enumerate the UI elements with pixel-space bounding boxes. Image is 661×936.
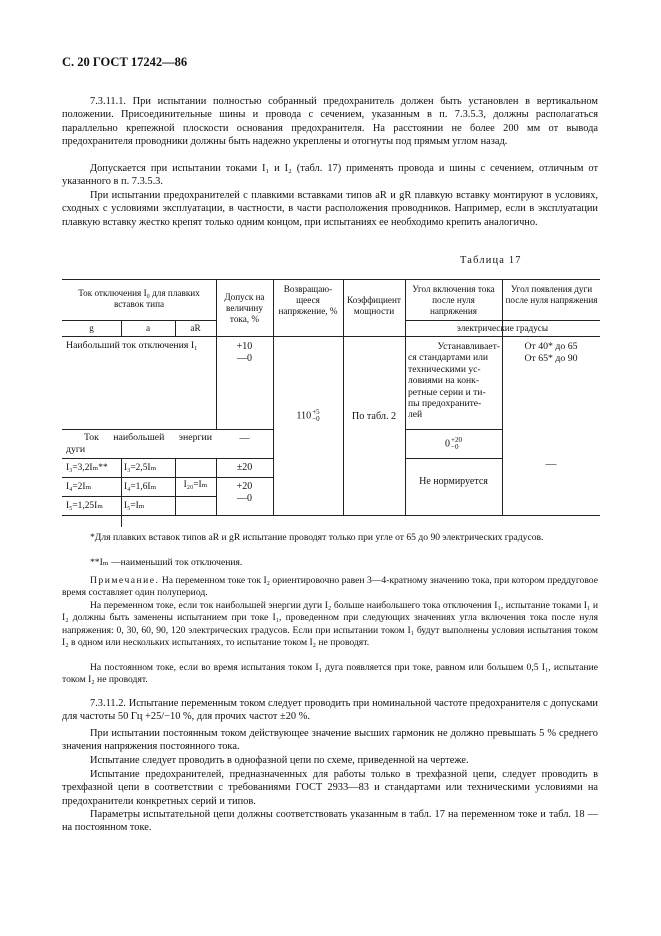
paragraph-circuit-parameters: Параметры испытательной цепи должны соответствовать указанным в табл. 17 на переменном токе и табл. 18 — на постоянном токе. xyxy=(62,809,598,834)
paragraph-7-3-11-2: 7.3.11.2. Испытание переменным током следует проводить при номинальной частоте предохранителя с допусками для частоты 50 Гц +25/−10 %, для прочих частот ±20 %. xyxy=(62,698,598,723)
paragraph-conductors: Допускается при испытании токами I₁ и I₂ (табл. 17) применять провода и шины с сечением, отличным от указанного в п. 7.3.5.3. xyxy=(62,163,598,188)
row2-tolerance: — xyxy=(239,433,250,444)
row3-tolerance: ±20 xyxy=(236,462,253,473)
paragraph-ar-gr-mounting: При испытании предохранителей с плавкими вставками типов aR и gR плавкую вставку монтируют в условиях, сходных с условиями эксплуатации, в частности, в части расположения проводников. Например, если в эксплуатации плавкую вставку жестко крепят только одним концом, при испытаниях ее необходимо крепить аналогично. xyxy=(62,190,598,228)
row5-type-a: I₅=Iₘ xyxy=(124,501,145,511)
table-caption: Таблица 17 xyxy=(460,255,522,266)
row1-tolerance-plus: +10 xyxy=(236,341,253,352)
power-factor-value: По табл. 2 xyxy=(351,411,397,422)
recovery-voltage-value: 110+5 −0 xyxy=(296,408,320,423)
row5-type-g: I₅=1,25Iₘ xyxy=(66,501,103,511)
row1-arcing-angle-a: От 40* до 65 xyxy=(524,341,578,352)
header-current-tolerance: Допуск на величину тока, % xyxy=(224,292,265,324)
row1-arcing-angle-b: От 65* до 90 xyxy=(524,353,578,364)
header-type-g: g xyxy=(89,323,94,333)
row4-tolerance-plus: +20 xyxy=(236,481,253,492)
row2-making-angle: 0+20 −0 xyxy=(445,436,462,451)
header-type-ar: aR xyxy=(190,323,201,333)
paragraph-single-phase: Испытание следует проводить в однофазной цепи по схеме, приведенной на чертеже. xyxy=(90,755,469,766)
rows-3-5-making-angle: Не нормируется xyxy=(419,476,488,487)
paragraph-dc-harmonics: При испытании постоянным током действующее значение высших гармоник не должно превышать 5 % среднего значения напряжения постоянного тока. xyxy=(62,728,598,753)
header-breaking-current: Ток отключения I₀ для плавких вставок типа xyxy=(78,288,200,309)
rows-3-5-arcing-angle: — xyxy=(545,458,557,470)
page-header: С. 20 ГОСТ 17242—86 xyxy=(62,55,188,69)
row4-tolerance-minus: —0 xyxy=(237,493,252,504)
row4-type-ar: I₂₀=Iₘ xyxy=(183,480,208,490)
header-recovery-voltage: Возвращаю-щееся напряжение, % xyxy=(278,284,338,316)
footnote-2: **Iₘ —наименьший ток отключения. xyxy=(90,557,243,568)
row1-tolerance-minus: —0 xyxy=(237,353,252,364)
row1-label: Наибольший ток отключения I₁ xyxy=(66,340,198,351)
row4-type-a: I₄=1,6Iₘ xyxy=(124,482,157,492)
header-electrical-degrees: электрические градусы xyxy=(456,323,549,333)
row1-making-angle: Устанавливает- ся стандартами или техническими ус- ловиями на конк- ретные серии и ти- пы предохраните- лей xyxy=(408,341,500,421)
paragraph-three-phase: Испытание предохранителей, предназначенных для работы только в трехфазной цепи, следует проводить в трехфазной цепи в соответствии с требованиями ГОСТ 2933—83 и стандартами или техническими условиями на предохранители конкретных серий и типов. xyxy=(62,769,598,807)
header-type-a: a xyxy=(145,323,151,333)
row2-label-b: дуги xyxy=(66,444,86,455)
note-1: Примечание. На переменном токе ток I₂ ориентировочно равен 3—4-кратному значению тока, при котором преддуговое время составляет один полупериод. xyxy=(62,575,598,599)
note-2: На переменном токе, если ток наибольшей энергии дуги I₂ больше наибольшего тока отключения I₁, испытание токами I₁ и I₂ должны быть заменены испытанием при токе I₁, проведенном при следующих значениях угла включения тока после нуля напряжения: 0, 30, 60, 90, 120 электрических градусов. Если при испытании током I₁ будут выполнены условия испытания током I₂ в одном или нескольких испытаниях, то испытание током I₂ не проводят. xyxy=(62,600,598,649)
footnote-1: *Для плавких вставок типов aR и gR испытание проводят только при угле от 65 до 90 электрических градусов. xyxy=(90,532,544,543)
header-making-angle: Угол включения тока после нуля напряжения xyxy=(412,284,495,316)
note-3: На постоянном токе, если во время испытания током I₁ дуга появляется при токе, равном или большем 0,5 I₁, испытание током I₂ не проводят. xyxy=(62,662,598,686)
row3-type-g: I₃=3,2Iₘ** xyxy=(66,463,108,473)
row2-label-a: Ток наибольшей энергии xyxy=(84,432,212,443)
row4-type-g: I₄=2Iₘ xyxy=(66,482,92,492)
row3-type-a: I₃=2,5Iₘ xyxy=(124,463,157,473)
paragraph-7-3-11-1: 7.3.11.1. При испытании полностью собранный предохранитель должен быть установлен в вертикальном положении. Присоединительные шины и провода с сечением, указанным в п. 7.3.5.3, должны располагаться параллельно крепежной плоскости основания предохранителя. На расстоянии не более 200 мм от вывода предохранителя проводники должны быть надежно укреплены и отогнуты под прямым углом назад. xyxy=(62,96,598,147)
header-arcing-angle: Угол появления дуги после нуля напряжения xyxy=(505,284,598,305)
header-power-factor: Коэффициент мощности xyxy=(347,295,401,316)
